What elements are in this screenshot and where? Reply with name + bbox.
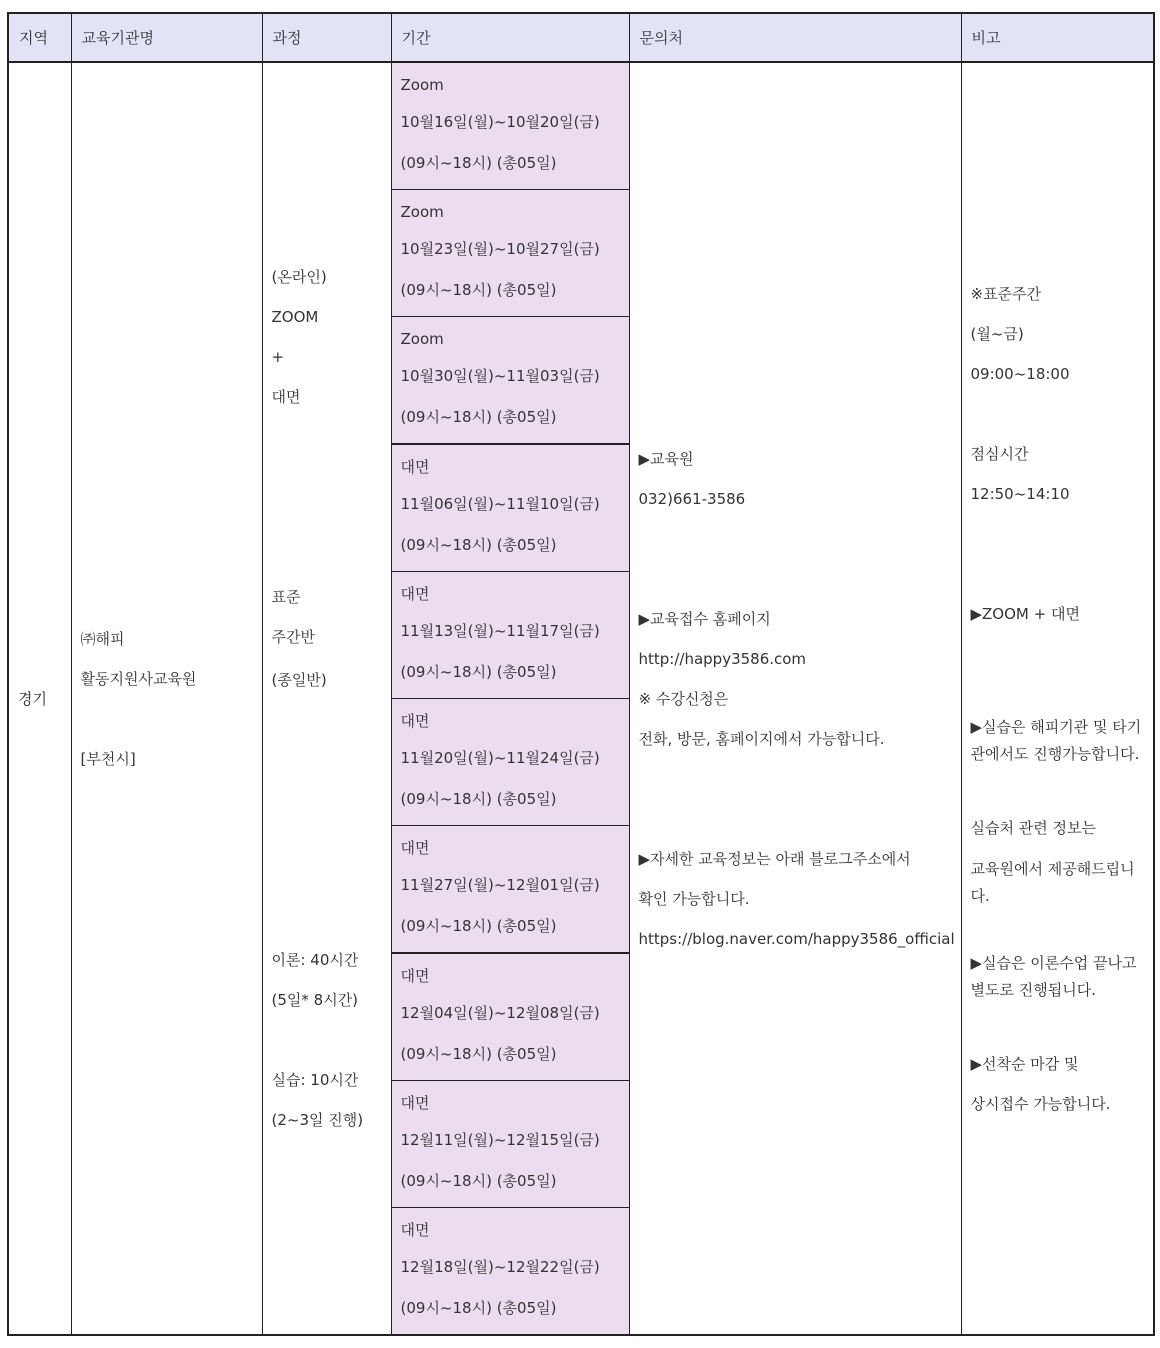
- contact-blog-note: ▶자세한 교육정보는 아래 블로그주소에서: [638, 849, 911, 868]
- period-cell: [391, 953, 629, 1081]
- period-dates: 11월06일(월)~11월10일(금): [400, 495, 600, 513]
- period-mode: Zoom: [400, 330, 444, 348]
- notes-cell: [961, 62, 1154, 1335]
- contact-homepage-label: ▶교육접수 홈페이지: [638, 609, 771, 628]
- notes-always-open: 상시접수 가능합니다.: [970, 1094, 1111, 1113]
- course-cell: [262, 62, 391, 1335]
- period-time: (09시~18시) (총05일): [400, 536, 557, 554]
- period-time: (09시~18시) (총05일): [400, 917, 557, 935]
- notes-first-come: ▶선착순 마감 및: [970, 1054, 1079, 1073]
- course-theory-line: (5일* 8시간): [271, 991, 359, 1009]
- period-mode: Zoom: [400, 76, 444, 94]
- period-mode: 대면: [400, 712, 430, 730]
- period-mode: 대면: [400, 839, 430, 857]
- region-cell: [8, 62, 71, 1335]
- contact-blog-url: https://blog.naver.com/happy3586_official: [638, 929, 955, 948]
- period-dates: 11월27일(월)~12월01일(금): [400, 876, 600, 894]
- notes-practice-info: 실습처 관련 정보는: [970, 818, 1096, 837]
- contact-apply-note: ※ 수강신청은: [638, 689, 729, 708]
- course-practice-line: 실습: 10시간: [271, 1071, 359, 1089]
- period-cell: [391, 699, 629, 826]
- period-mode: 대면: [400, 585, 430, 603]
- notes-practice-place: ▶실습은 해피기관 및 타기관에서도 진행가능합니다.: [970, 717, 1142, 763]
- period-time: (09시~18시) (총05일): [400, 790, 557, 808]
- period-cell: [391, 826, 629, 954]
- notes-zoom-mix: ▶ZOOM + 대면: [970, 604, 1080, 623]
- period-time: (09시~18시) (총05일): [400, 1172, 557, 1190]
- header-row: [8, 13, 1154, 62]
- notes-standard-week: ※표준주간: [970, 284, 1042, 303]
- period-time: (09시~18시) (총05일): [400, 154, 557, 172]
- period-dates: 12월04일(월)~12월08일(금): [400, 1004, 600, 1022]
- period-cell: [391, 572, 629, 699]
- period-cell: [391, 62, 629, 190]
- region-value: 경기: [18, 689, 47, 708]
- contact-blog-note2: 확인 가능합니다.: [638, 889, 750, 908]
- period-time: (09시~18시) (총05일): [400, 1045, 557, 1063]
- contact-cell: [629, 62, 961, 1335]
- course-mode-line: ZOOM: [271, 308, 319, 326]
- period-time: (09시~18시) (총05일): [400, 1299, 557, 1317]
- contact-apply-methods: 전화, 방문, 홈페이지에서 가능합니다.: [638, 729, 885, 748]
- notes-lunch-hours: 12:50~14:10: [970, 484, 1070, 503]
- period-dates: 11월13일(월)~11월17일(금): [400, 622, 600, 640]
- period-dates: 10월16일(월)~10월20일(금): [400, 113, 600, 131]
- period-cell: [391, 1208, 629, 1336]
- header-region: 지역: [8, 13, 71, 62]
- course-practice-line: (2~3일 진행): [271, 1111, 364, 1129]
- course-theory-line: 이론: 40시간: [271, 951, 359, 969]
- period-dates: 10월30일(월)~11월03일(금): [400, 367, 600, 385]
- course-type-line: 주간반: [271, 628, 315, 646]
- header-notes: 비고: [961, 13, 1154, 62]
- institution-cell: [71, 62, 262, 1335]
- header-course: 과정: [262, 13, 391, 62]
- period-cell: [391, 444, 629, 572]
- period-dates: 12월18일(월)~12월22일(금): [400, 1258, 600, 1276]
- table-row: [8, 62, 1154, 190]
- notes-lunch-label: 점심시간: [970, 444, 1029, 463]
- period-dates: 10월23일(월)~10월27일(금): [400, 240, 600, 258]
- header-contact: 문의처: [629, 13, 961, 62]
- institution-name: 활동지원사교육원: [80, 669, 197, 688]
- period-time: (09시~18시) (총05일): [400, 408, 557, 426]
- contact-homepage-url: http://happy3586.com: [638, 649, 807, 668]
- institution-location: [부천시]: [80, 749, 136, 768]
- notes-practice-info2: 교육원에서 제공해드립니다.: [970, 859, 1135, 905]
- period-dates: 12월11일(월)~12월15일(금): [400, 1131, 600, 1149]
- course-type-line: 표준: [271, 588, 301, 606]
- contact-office-label: ▶교육원: [638, 449, 694, 468]
- notes-practice-schedule: ▶실습은 이론수업 끝나고 별도로 진행됩니다.: [970, 953, 1137, 999]
- period-cell: [391, 317, 629, 445]
- period-mode: 대면: [400, 1221, 430, 1239]
- period-time: (09시~18시) (총05일): [400, 663, 557, 681]
- header-institution: 교육기관명: [71, 13, 262, 62]
- period-time: (09시~18시) (총05일): [400, 281, 557, 299]
- contact-phone: 032)661-3586: [638, 489, 746, 508]
- header-period: 기간: [391, 13, 629, 62]
- period-cell: [391, 190, 629, 317]
- period-mode: Zoom: [400, 203, 444, 221]
- period-cell: [391, 1081, 629, 1208]
- course-type-line: (종일반): [271, 671, 327, 689]
- period-mode: 대면: [400, 1094, 430, 1112]
- notes-days: (월~금): [970, 324, 1024, 343]
- course-mode-line: +: [271, 348, 285, 366]
- period-mode: 대면: [400, 967, 430, 985]
- course-mode-line: 대면: [271, 388, 301, 406]
- period-dates: 11월20일(월)~11월24일(금): [400, 749, 600, 767]
- notes-hours: 09:00~18:00: [970, 364, 1070, 383]
- education-schedule-table: [7, 12, 1155, 1336]
- period-mode: 대면: [400, 458, 430, 476]
- institution-company: ㈜해피: [80, 629, 125, 648]
- course-mode-line: (온라인): [271, 268, 327, 286]
